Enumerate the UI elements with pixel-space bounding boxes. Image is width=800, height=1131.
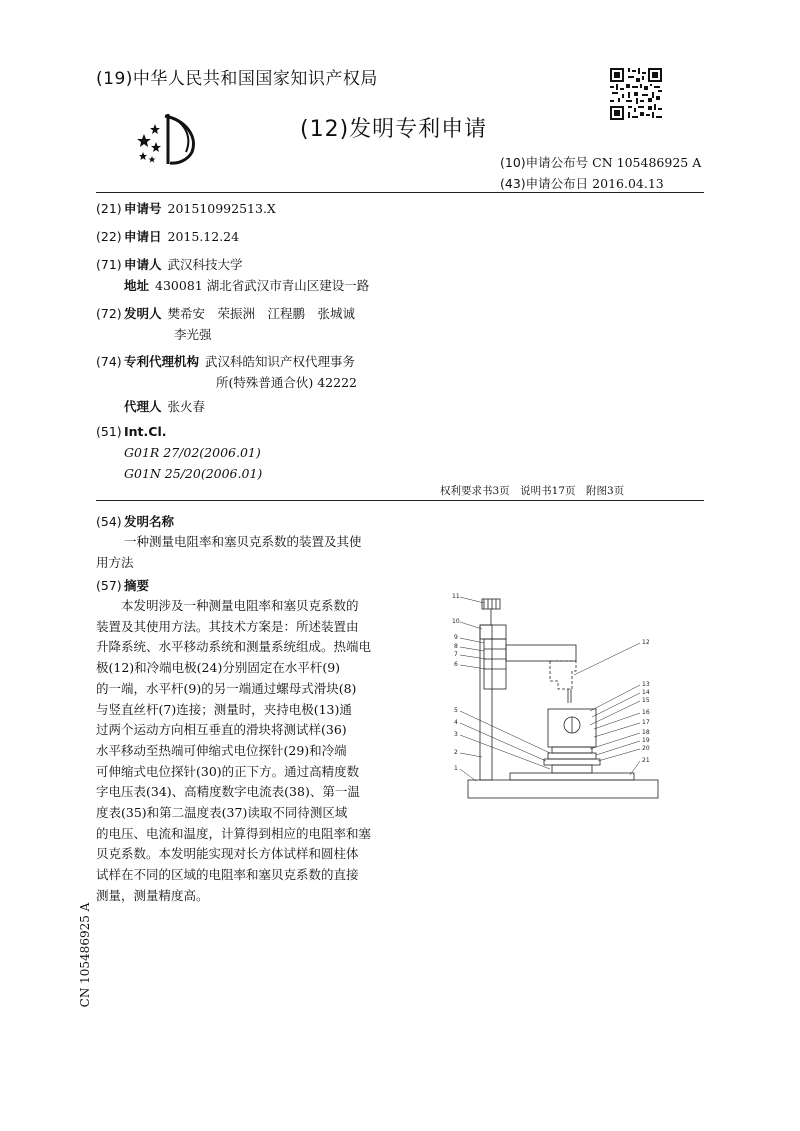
- agency-continued: 所(特殊普通合伙) 42222: [216, 375, 357, 390]
- abstract-line: 与竖直丝杆(7)连接；测量时，夹持电极(13)通: [96, 701, 352, 717]
- field-code: (57): [96, 578, 122, 593]
- abstract-line: 的电压、电流和温度，计算得到相应的电阻率和塞: [96, 825, 372, 841]
- part-label: 18: [642, 729, 650, 736]
- abstract-line: 装置及其使用方法。其技术方案是：所述装置由: [96, 618, 359, 634]
- agency-name: (19)中华人民共和国国家知识产权局: [96, 69, 378, 89]
- document-type: (12)发明专利申请: [300, 117, 488, 142]
- field-code: (22): [96, 229, 122, 244]
- publication-date-row: [500, 174, 664, 192]
- part-label: 6: [454, 661, 458, 668]
- part-label: 13: [642, 681, 650, 688]
- part-label: 4: [454, 719, 458, 726]
- part-label: 14: [642, 689, 650, 696]
- agency-label: 专利代理机构: [124, 354, 200, 369]
- part-label: 12: [642, 639, 650, 646]
- part-label: 20: [642, 745, 650, 752]
- part-label: 8: [454, 643, 458, 650]
- electrode-holder: [550, 661, 576, 689]
- abstract-line: 度表(35)和第二温度表(37)读取不同待测区域: [96, 805, 348, 821]
- horizontal-arm: [506, 645, 576, 661]
- title-header: [96, 512, 174, 530]
- abstract-line: 贝克系数。本发明能实现对长方体试样和圆柱体: [96, 846, 359, 862]
- title-label: 发明名称: [124, 514, 175, 529]
- publication-date-label: (43)申请公布日: [500, 176, 589, 191]
- application-number-label: 申请号: [124, 201, 162, 216]
- part-label: 5: [454, 707, 458, 714]
- title-line: 用方法: [96, 554, 134, 570]
- part-label: 16: [642, 709, 650, 716]
- application-date-label: 申请日: [124, 229, 162, 244]
- agent: 张火春: [167, 399, 206, 414]
- title-line: 一种测量电阻率和塞贝克系数的装置及其使: [124, 534, 362, 549]
- field-code: (71): [96, 257, 122, 272]
- agent-label: 代理人: [124, 399, 162, 414]
- cnipa-logo: [130, 108, 210, 168]
- top-knob: [482, 599, 500, 609]
- application-number-row: [96, 199, 276, 217]
- address-row: [96, 276, 369, 294]
- field-code: (51): [96, 424, 122, 439]
- abstract-line: 试样在不同的区域的电阻率和塞贝克系数的直接: [96, 867, 359, 883]
- side-publication-number: [72, 900, 98, 1010]
- slider-block: [484, 639, 506, 689]
- inventors: 樊希安 荣振洲 江程鹏 张城诚: [167, 306, 356, 321]
- field-code: (74): [96, 354, 122, 369]
- address-label: 地址: [124, 278, 150, 293]
- agency-row: [96, 352, 355, 370]
- abstract-line: 测量，测量精度高。: [96, 887, 209, 903]
- abstract-line: 水平移动至热端可伸缩式电位探针(29)和冷端: [96, 742, 347, 758]
- inventors-row: [96, 304, 355, 322]
- abstract-line: 的一端，水平杆(9)的另一端通过螺母式滑块(8): [96, 680, 357, 696]
- applicant-row: [96, 255, 243, 273]
- abstract-label: 摘要: [124, 578, 150, 593]
- abstract-line: 过两个运动方向相互垂直的滑块将测试样(36): [96, 722, 347, 738]
- slider-top: [480, 625, 506, 639]
- intcl-item: G01R 27/02(2006.01): [124, 445, 261, 460]
- patent-agency: 武汉科皓知识产权代理事务: [205, 354, 356, 369]
- publication-number-label: (10)申请公布号: [500, 155, 589, 170]
- qr-code-icon: [610, 68, 662, 120]
- part-label: 7: [454, 651, 458, 658]
- address: 430081 湖北省武汉市青山区建设一路: [155, 278, 370, 293]
- inventors-continued: 李光强: [174, 327, 212, 342]
- abstract-line: 可伸缩式电位探针(30)的正下方。通过高精度数: [96, 763, 360, 779]
- part-label: 19: [642, 737, 650, 744]
- abstract-body: [96, 596, 396, 907]
- agent-row: [96, 397, 205, 415]
- abstract-line: 字电压表(34)、高精度数字电流表(38)、第一温: [96, 784, 360, 800]
- header-divider: [96, 192, 704, 193]
- apparatus-drawing: [440, 585, 670, 800]
- field-code: (21): [96, 201, 122, 216]
- page-count: 权利要求书3页 说明书17页 附图3页: [440, 485, 625, 497]
- publication-number: CN 105486925 A: [592, 155, 702, 170]
- application-date: 2015.12.24: [167, 229, 240, 244]
- side-text: CN 105486925 A: [78, 902, 92, 1008]
- abstract-line: 本发明涉及一种测量电阻率和塞贝克系数的: [96, 598, 359, 613]
- abstract-line: 升降系统、水平移动系统和测量系统组成。热端电: [96, 639, 372, 655]
- biblio-divider: [96, 500, 704, 501]
- intcl-row: [96, 424, 166, 439]
- part-label: 17: [642, 719, 650, 726]
- intcl-label: Int.Cl.: [124, 424, 167, 439]
- part-label: 21: [642, 757, 650, 764]
- part-label: 10: [452, 618, 460, 625]
- part-label: 9: [454, 634, 458, 641]
- base-plate: [468, 780, 658, 798]
- application-date-row: [96, 227, 239, 245]
- applicant-label: 申请人: [124, 257, 162, 272]
- field-code: (72): [96, 306, 122, 321]
- part-label: 15: [642, 697, 650, 704]
- part-label: 3: [454, 731, 458, 738]
- publication-date: 2016.04.13: [592, 176, 664, 191]
- field-code: (54): [96, 514, 122, 529]
- applicant: 武汉科技大学: [167, 257, 243, 272]
- abstract-line: 极(12)和冷端电极(24)分别固定在水平杆(9): [96, 660, 341, 676]
- abstract-header: [96, 576, 149, 594]
- intcl-item: G01N 25/20(2006.01): [124, 466, 263, 481]
- inventors-label: 发明人: [124, 306, 162, 321]
- invention-title: [96, 532, 396, 573]
- part-label: 2: [454, 749, 458, 756]
- part-label: 1: [454, 765, 458, 772]
- application-number: 201510992513.X: [167, 201, 276, 216]
- publication-number-row: [500, 153, 701, 171]
- part-label: 11: [452, 593, 460, 600]
